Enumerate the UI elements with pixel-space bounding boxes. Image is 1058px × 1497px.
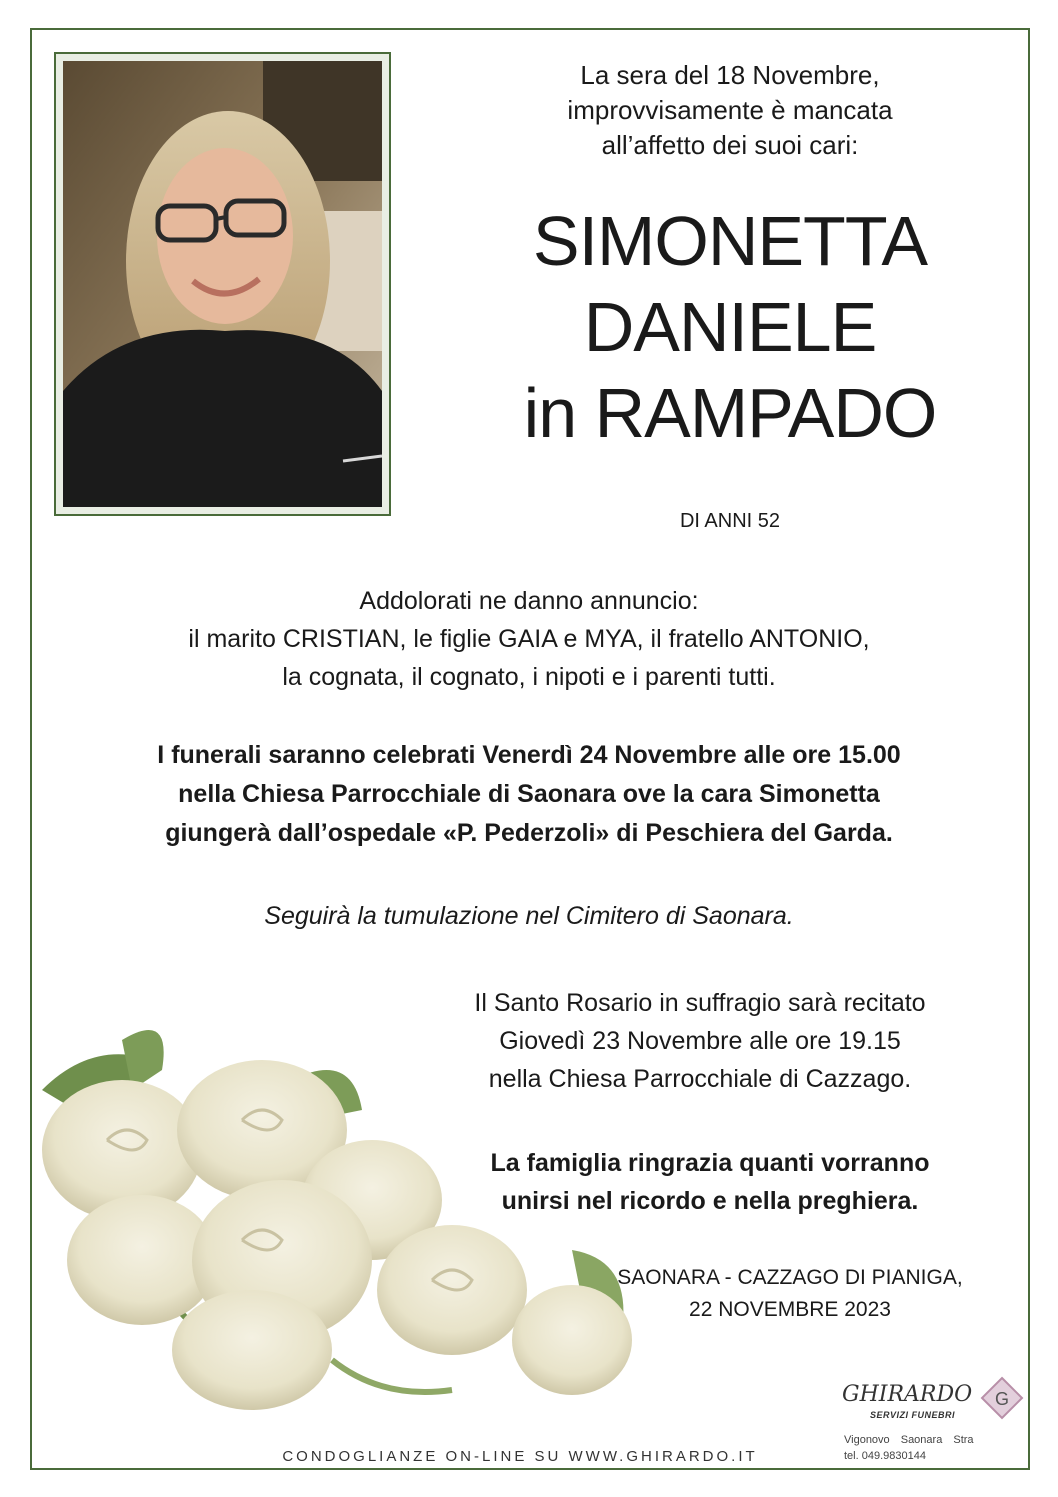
thanks-line: La famiglia ringrazia quanti vorranno bbox=[490, 1149, 930, 1177]
svg-text:G: G bbox=[994, 1389, 1010, 1409]
rosary-line: Il Santo Rosario in suffragio sarà recitato bbox=[474, 989, 926, 1017]
married-name: in RAMPADO bbox=[523, 374, 937, 452]
place-date bbox=[560, 1262, 1020, 1326]
announcement-text bbox=[40, 582, 1018, 696]
burial-text: Seguirà la tumulazione nel Cimitero di Saonara. bbox=[264, 902, 794, 930]
intro-line: improvvisamente è mancata bbox=[567, 95, 893, 125]
diamond-g-icon bbox=[980, 1376, 1024, 1420]
portrait-frame bbox=[54, 52, 391, 516]
funeral-line: I funerali saranno celebrati Venerdì 24 Novembre alle ore 15.00 bbox=[157, 741, 901, 769]
first-name: SIMONETTA bbox=[532, 202, 928, 280]
portrait-photo bbox=[63, 61, 382, 507]
funeral-home-logo bbox=[836, 1376, 1026, 1466]
deceased-name bbox=[420, 198, 1040, 456]
funeral-text bbox=[40, 736, 1018, 853]
funeral-line: nella Chiesa Parrocchiale di Saonara ove la cara Simonetta bbox=[178, 780, 880, 808]
logo-subtitle: SERVIZI FUNEBRI bbox=[870, 1410, 956, 1420]
intro-line: La sera del 18 Novembre, bbox=[580, 60, 880, 90]
logo-towns: Vigonovo Saonara Stra bbox=[844, 1434, 974, 1446]
announcement-line: Addolorati ne danno annuncio: bbox=[359, 587, 699, 615]
intro-line: all’affetto dei suoi cari: bbox=[601, 130, 859, 160]
rosary-line: nella Chiesa Parrocchiale di Cazzago. bbox=[488, 1065, 912, 1093]
funeral-line: giungerà dall’ospedale «P. Pederzoli» di Peschiera del Garda. bbox=[165, 819, 893, 847]
condolences-link[interactable]: CONDOGLIANZE ON-LINE SU WWW.GHIRARDO.IT bbox=[282, 1448, 758, 1465]
thanks-text bbox=[420, 1144, 1000, 1220]
logo-name: GHIRARDO bbox=[842, 1382, 973, 1407]
rosary-line: Giovedì 23 Novembre alle ore 19.15 bbox=[499, 1027, 901, 1055]
age-text: DI ANNI 52 bbox=[679, 510, 781, 532]
last-name: DANIELE bbox=[583, 288, 877, 366]
intro-text bbox=[420, 58, 1040, 163]
announcement-line: il marito CRISTIAN, le figlie GAIA e MYA, il fratello ANTONIO, bbox=[188, 625, 870, 653]
announcement-line: la cognata, il cognato, i nipoti e i parenti tutti. bbox=[282, 663, 776, 691]
date-line: 22 NOVEMBRE 2023 bbox=[689, 1298, 891, 1321]
rosary-text bbox=[380, 984, 1020, 1098]
place-line: SAONARA - CAZZAGO DI PIANIGA, bbox=[617, 1266, 963, 1289]
thanks-line: unirsi nel ricordo e nella preghiera. bbox=[501, 1187, 919, 1215]
logo-phone: tel. 049.9830144 bbox=[844, 1450, 926, 1462]
